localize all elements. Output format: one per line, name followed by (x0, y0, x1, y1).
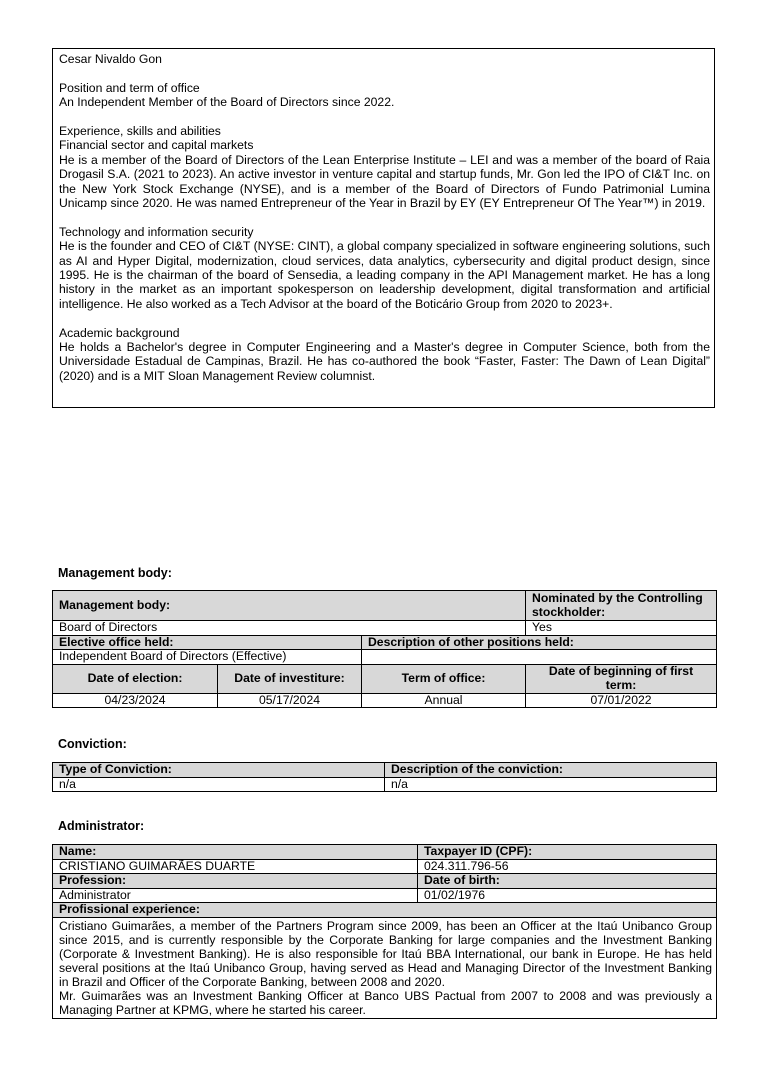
investiture-date-label: Date of investiture: (218, 664, 362, 693)
experience-cell (53, 917, 717, 1018)
conviction-section-title: Conviction: (58, 737, 127, 751)
technology-heading: Technology and information security (59, 224, 254, 239)
experience-heading: Experience, skills and abilities (59, 124, 221, 138)
investiture-date-value: 05/17/2024 (218, 693, 362, 708)
administrator-table (52, 844, 717, 1019)
other-positions-value (362, 650, 717, 665)
other-positions-label: Description of other positions held: (362, 635, 717, 650)
academic-heading: Academic background (59, 325, 180, 340)
conviction-type-value: n/a (53, 777, 385, 792)
first-term-value: 07/01/2022 (526, 693, 717, 708)
conviction-description-value: n/a (385, 777, 717, 792)
technology-text: He is the founder and CEO of CI&T (NYSE: CINT), a global company specialized in software engineering solutions, such as AI and Hyper Digital, modernization, cloud services, data analytics, cybersecurity and digital product design, since 1995. He is the chairman of the board of Sensedia, a leading company in the API Management market. He has a long history in the market as an important spokesperson on leadership development, digital transformation and artificial intelligence. He also worked as a Tech Advisor at the board of the Boticário Group from 2020 to 2023+. (59, 239, 710, 311)
cpf-label: Taxpayer ID (CPF): (418, 845, 717, 860)
elective-office-label: Elective office held: (53, 635, 362, 650)
first-term-label: Date of beginning of first term: (526, 664, 717, 693)
nominated-value: Yes (526, 621, 717, 636)
birth-date-label: Date of birth: (418, 874, 717, 889)
director-name: Cesar Nivaldo Gon (59, 52, 162, 66)
management-body-label: Management body: (53, 591, 526, 621)
profession-value: Administrator (53, 888, 418, 903)
academic-text: He holds a Bachelor's degree in Computer Engineering and a Master's degree in Computer Science, both from the Universidade Estadual de Campinas, Brazil. He has co-authored the book “Faster, Faster: The Dawn of Lean Digital” (2020) and is a MIT Sloan Management Review columnist. (59, 340, 710, 383)
name-label: Name: (53, 845, 418, 860)
management-table (52, 590, 717, 708)
administrator-section-title: Administrator: (58, 819, 145, 833)
conviction-description-label: Description of the conviction: (385, 763, 717, 778)
conviction-table (52, 762, 717, 792)
position-heading: Position and term of office (59, 80, 200, 95)
experience-label: Profissional experience: (53, 903, 717, 918)
term-office-value: Annual (362, 693, 526, 708)
conviction-type-label: Type of Conviction: (53, 763, 385, 778)
experience-paragraph-2: Mr. Guimarães was an Investment Banking Officer at Banco UBS Pactual from 2007 to 2008 and was previously a Managing Partner at KPMG, where he started his career. (59, 988, 712, 1017)
nominated-label: Nominated by the Controlling stockholder: (526, 591, 717, 621)
name-value: CRISTIANO GUIMARÃES DUARTE (53, 859, 418, 874)
financial-heading: Financial sector and capital markets (59, 138, 254, 153)
financial-text: He is a member of the Board of Directors of the Lean Enterprise Institute – LEI and was a member of the board of Raia Drogasil S.A. (2021 to 2023). An active investor in venture capital and startup funds, Mr. Gon led the IPO of CI&T Inc. on the New York Stock Exchange (NYSE), and is a member of the Board of Directors of Fundo Patrimonial Lumina Unicamp since 2020. He was named Entrepreneur of the Year in Brazil by EY (EY Entrepreneur Of The Year™) in 2019. (59, 152, 710, 211)
management-section-title: Management body: (58, 566, 172, 580)
director-bio-box (52, 48, 715, 408)
profession-label: Profession: (53, 874, 418, 889)
cpf-value: 024.311.796-56 (418, 859, 717, 874)
management-body-value: Board of Directors (53, 621, 526, 636)
position-text: An Independent Member of the Board of Directors since 2022. (59, 95, 395, 110)
election-date-value: 04/23/2024 (53, 693, 218, 708)
birth-date-value: 01/02/1976 (418, 888, 717, 903)
elective-office-value: Independent Board of Directors (Effective) (53, 650, 362, 665)
election-date-label: Date of election: (53, 664, 218, 693)
term-office-label: Term of office: (362, 664, 526, 693)
experience-paragraph-1: Cristiano Guimarães, a member of the Partners Program since 2009, has been an Officer at the Itaú Unibanco Group since 2015, and is currently responsible by the Corporate Banking for large companies and the Investment Banking (Corporate & Investment Banking). He is also responsible for Itaú BBA International, our bank in Europe. He has held several positions at the Itaú Unibanco Group, having served as Head and Managing Director of the Investment Banking in Brazil and Officer of the Corporate Banking, between 2008 and 2020. (59, 918, 712, 989)
